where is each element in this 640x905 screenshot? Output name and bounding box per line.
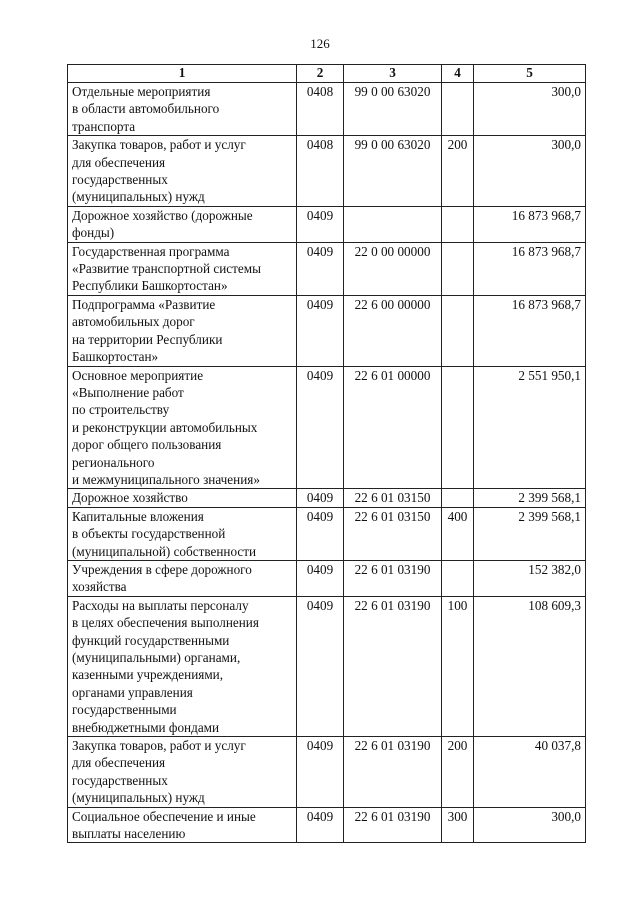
row-section-cell: 0409 [297,489,344,507]
row-expense-type-cell: 200 [442,136,474,207]
column-header-2: 2 [297,65,344,83]
table-row [68,737,586,808]
row-name-line: «Развитие транспортной системы [72,261,261,277]
row-target-article-cell: 22 6 01 00000 [344,366,442,489]
row-section-cell: 0409 [297,596,344,736]
row-name-line: Основное мероприятие [72,367,204,383]
row-name-line: в целях обеспечения выполнения [72,615,259,631]
row-expense-type-cell [442,366,474,489]
row-amount-cell: 16 873 968,7 [474,242,586,295]
row-name-line: автомобильных дорог [72,314,195,330]
row-name-cell [68,242,297,295]
row-name-line: Государственная программа [72,243,230,259]
table-row [68,507,586,560]
row-expense-type-cell: 100 [442,596,474,736]
row-amount-cell: 2 399 568,1 [474,507,586,560]
column-header-3: 3 [344,65,442,83]
page-number: 126 [310,36,330,51]
row-name-line: Закупка товаров, работ и услуг [72,738,246,754]
row-name-line: и реконструкции автомобильных [72,419,258,435]
header-row [68,65,586,83]
row-name-cell [68,807,297,843]
row-name-line: Закупка товаров, работ и услуг [72,137,246,153]
row-expense-type-cell [442,242,474,295]
row-name-cell [68,83,297,136]
row-target-article-cell: 22 6 01 03190 [344,596,442,736]
row-name-line: государственными [72,702,177,718]
row-target-article-cell: 99 0 00 63020 [344,83,442,136]
row-expense-type-cell [442,295,474,366]
table-row [68,206,586,242]
row-section-cell: 0408 [297,136,344,207]
row-name-cell [68,560,297,596]
row-target-article-cell: 99 0 00 63020 [344,136,442,207]
row-name-line: в области автомобильного [72,101,220,117]
row-name-line: Учреждения в сфере дорожного [72,561,252,577]
row-amount-cell: 152 382,0 [474,560,586,596]
row-section-cell: 0409 [297,242,344,295]
row-target-article-cell: 22 6 00 00000 [344,295,442,366]
row-name-line: Башкортостан» [72,349,159,365]
row-name-line: фонды) [72,225,115,241]
row-expense-type-cell: 400 [442,507,474,560]
row-target-article-cell: 22 6 01 03190 [344,560,442,596]
row-name-cell [68,295,297,366]
row-name-line: по строительству [72,402,170,418]
row-name-line: казенными учреждениями, [72,667,224,683]
row-name-line: Подпрограмма «Развитие [72,296,216,312]
row-target-article-cell: 22 0 00 00000 [344,242,442,295]
row-name-line: Капитальные вложения [72,508,204,524]
row-name-cell [68,596,297,736]
row-name-line: функций государственными [72,632,230,648]
table-row [68,366,586,489]
row-name-line: Социальное обеспечение и иные [72,808,256,824]
row-section-cell: 0409 [297,560,344,596]
row-name-cell [68,206,297,242]
row-section-cell: 0409 [297,507,344,560]
row-name-line: Дорожное хозяйство (дорожные [72,207,253,223]
budget-table [67,64,586,843]
row-name-line: «Выполнение работ [72,384,184,400]
table-row [68,83,586,136]
row-name-line: на территории Республики [72,331,223,347]
row-target-article-cell: 22 6 01 03150 [344,489,442,507]
row-target-article-cell [344,206,442,242]
row-name-cell [68,136,297,207]
row-section-cell: 0409 [297,807,344,843]
row-amount-cell: 2 399 568,1 [474,489,586,507]
row-name-cell [68,366,297,489]
row-name-line: регионального [72,454,155,470]
row-expense-type-cell [442,206,474,242]
row-section-cell: 0408 [297,83,344,136]
row-name-line: хозяйства [72,579,127,595]
row-name-line: Республики Башкортостан» [72,278,228,294]
row-name-line: государственных [72,172,168,188]
table-row [68,136,586,207]
row-section-cell: 0409 [297,295,344,366]
row-name-cell [68,507,297,560]
row-expense-type-cell: 300 [442,807,474,843]
table-row [68,295,586,366]
row-name-line: (муниципальных) нужд [72,189,205,205]
row-name-line: в объекты государственной [72,526,226,542]
row-name-line: государственных [72,772,168,788]
row-amount-cell: 2 551 950,1 [474,366,586,489]
row-name-line: Отдельные мероприятия [72,84,211,99]
table-body [68,83,586,843]
row-expense-type-cell [442,560,474,596]
row-name-line: Дорожное хозяйство [72,490,188,506]
row-name-line: транспорта [72,118,136,134]
column-header-1: 1 [68,65,297,83]
row-amount-cell: 16 873 968,7 [474,295,586,366]
row-name-line: и межмуниципального значения» [72,471,260,487]
table-row [68,560,586,596]
table-row [68,489,586,507]
row-amount-cell: 300,0 [474,807,586,843]
row-name-line: дорог общего пользования [72,437,222,453]
row-name-cell [68,489,297,507]
row-name-line: (муниципальными) органами, [72,650,241,665]
row-section-cell: 0409 [297,737,344,808]
table-row [68,807,586,843]
row-name-line: (муниципальной) собственности [72,543,257,559]
row-name-line: выплаты населению [72,826,186,842]
table-row [68,242,586,295]
row-name-line: (муниципальных) нужд [72,790,205,806]
row-expense-type-cell: 200 [442,737,474,808]
row-name-cell [68,737,297,808]
column-header-5: 5 [474,65,586,83]
row-section-cell: 0409 [297,366,344,489]
row-name-line: для обеспечения [72,755,166,771]
row-section-cell: 0409 [297,206,344,242]
row-target-article-cell: 22 6 01 03190 [344,737,442,808]
row-amount-cell: 108 609,3 [474,596,586,736]
row-amount-cell: 300,0 [474,83,586,136]
row-amount-cell: 300,0 [474,136,586,207]
table-row [68,596,586,736]
row-target-article-cell: 22 6 01 03150 [344,507,442,560]
row-expense-type-cell [442,83,474,136]
row-amount-cell: 40 037,8 [474,737,586,808]
row-name-line: для обеспечения [72,154,166,170]
row-name-line: органами управления [72,684,193,700]
row-name-line: внебюджетными фондами [72,719,220,735]
row-expense-type-cell [442,489,474,507]
column-header-4: 4 [442,65,474,83]
row-target-article-cell: 22 6 01 03190 [344,807,442,843]
row-name-line: Расходы на выплаты персоналу [72,597,249,613]
row-amount-cell: 16 873 968,7 [474,206,586,242]
